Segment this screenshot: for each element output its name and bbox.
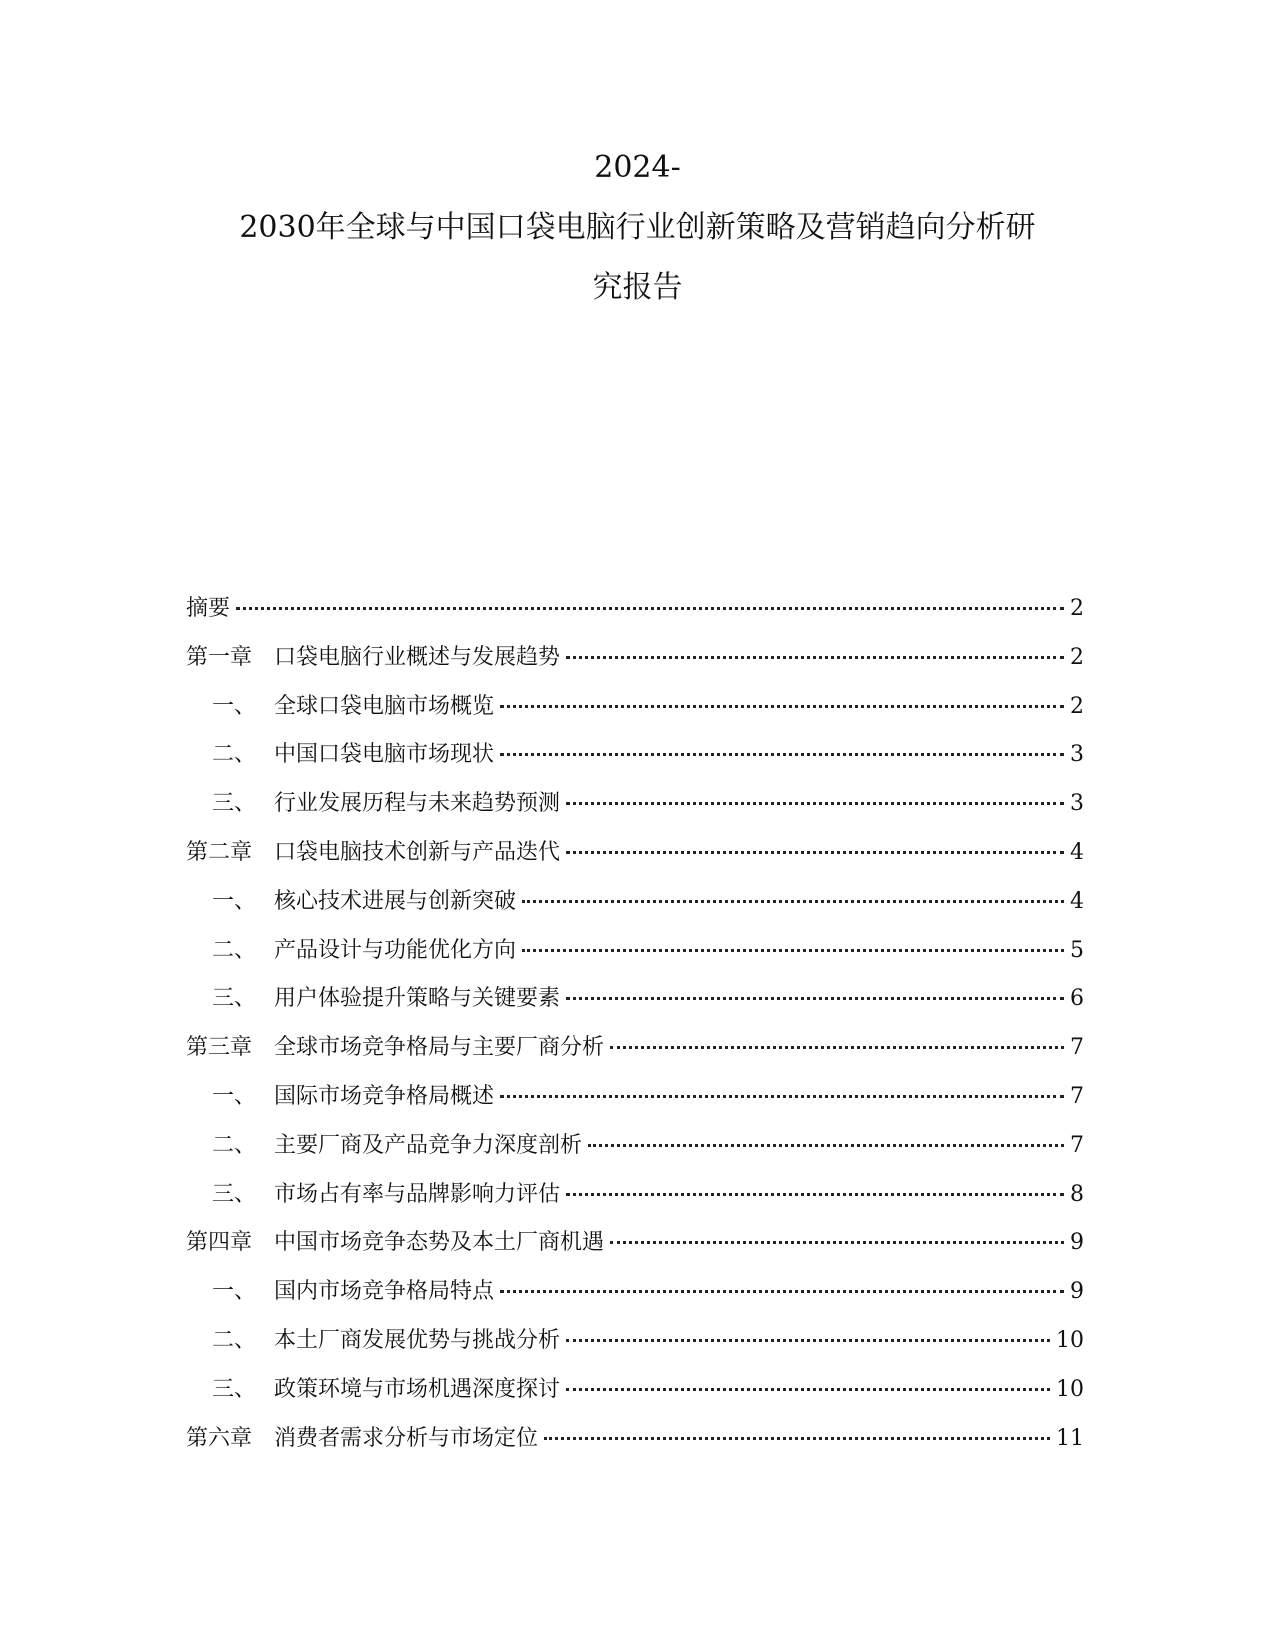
toc-entry[interactable]: [186, 644, 1084, 693]
toc-entry-title: 全球口袋电脑市场概览: [274, 693, 495, 719]
toc-entry-title: 口袋电脑技术创新与产品迭代: [274, 839, 561, 865]
toc-entry-number: 一、: [212, 888, 257, 914]
toc-entry-title: 核心技术进展与创新突破: [274, 888, 517, 914]
toc-entry-title: 产品设计与功能优化方向: [274, 937, 517, 963]
toc-page-number: 3: [1070, 791, 1084, 817]
toc-page-number: 11: [1056, 1425, 1084, 1451]
toc-entry[interactable]: [186, 1181, 1084, 1230]
toc-entry-number: 二、: [212, 1327, 257, 1353]
toc-entry-title: 口袋电脑行业概述与发展趋势: [274, 644, 561, 670]
toc-entry-number: 一、: [212, 1083, 257, 1109]
toc-entry-title: 用户体验提升策略与关键要素: [274, 986, 561, 1012]
toc-entry-title: 中国口袋电脑市场现状: [274, 742, 495, 768]
toc-dot-leader: [500, 1095, 1064, 1098]
toc-dot-leader: [566, 1388, 1050, 1391]
toc-entry-title: 行业发展历程与未来趋势预测: [274, 791, 561, 817]
toc-entry-number: 第六章: [186, 1425, 253, 1451]
toc-entry-title: 国内市场竞争格局特点: [274, 1279, 495, 1305]
toc-entry-title: 全球市场竞争格局与主要厂商分析: [274, 1035, 605, 1061]
toc-dot-leader: [500, 1290, 1064, 1293]
toc-entry-title: 中国市场竞争态势及本土厂商机遇: [274, 1230, 605, 1256]
toc-dot-leader: [566, 1193, 1064, 1196]
toc-page-number: 4: [1070, 888, 1084, 914]
toc-page-number: 5: [1070, 937, 1084, 963]
toc-page-number: 2: [1070, 693, 1084, 719]
toc-dot-leader: [236, 607, 1064, 610]
title-line-2: 2030年全球与中国口袋电脑行业创新策略及营销趋向分析研: [239, 210, 1036, 245]
toc-page-number: 7: [1070, 1083, 1084, 1109]
title-line-1: 2024-: [594, 150, 681, 185]
toc-entry-number: 第一章: [186, 644, 253, 670]
toc-entry[interactable]: [186, 839, 1084, 888]
toc-entry-number: 三、: [212, 1181, 257, 1207]
toc-entry-number: 二、: [212, 742, 257, 768]
toc-page-number: 9: [1070, 1230, 1084, 1256]
toc-entry-title: 国际市场竞争格局概述: [274, 1083, 495, 1109]
toc-entry[interactable]: [186, 595, 1084, 644]
toc-entry[interactable]: [186, 1083, 1084, 1132]
toc-entry[interactable]: [186, 741, 1084, 790]
toc-entry-number: 第四章: [186, 1230, 253, 1256]
title-line-3: 究报告: [592, 270, 683, 305]
toc-page-number: 9: [1070, 1279, 1084, 1305]
toc-entry-number: 一、: [212, 1279, 257, 1305]
toc-dot-leader: [566, 656, 1064, 659]
toc-entry-title: 主要厂商及产品竞争力深度剖析: [274, 1132, 583, 1158]
toc-entry[interactable]: [186, 1229, 1084, 1278]
toc-entry[interactable]: [186, 1327, 1084, 1376]
toc-page-number: 7: [1070, 1035, 1084, 1061]
toc-entry-number: 第三章: [186, 1035, 253, 1061]
toc-entry-title: 摘要: [186, 596, 231, 621]
toc-dot-leader: [566, 851, 1064, 854]
toc-entry-number: 二、: [212, 1132, 257, 1158]
table-of-contents: [186, 595, 1084, 1473]
toc-entry[interactable]: [186, 985, 1084, 1034]
toc-entry[interactable]: [186, 937, 1084, 986]
toc-entry[interactable]: [186, 1425, 1084, 1474]
report-title: [150, 138, 1125, 318]
toc-page-number: 8: [1070, 1181, 1084, 1207]
toc-entry[interactable]: [186, 790, 1084, 839]
toc-page-number: 6: [1070, 986, 1084, 1012]
toc-dot-leader: [522, 949, 1064, 952]
toc-entry[interactable]: [186, 693, 1084, 742]
toc-dot-leader: [610, 1046, 1064, 1049]
toc-dot-leader: [566, 802, 1064, 805]
toc-entry[interactable]: [186, 1376, 1084, 1425]
toc-page-number: 7: [1070, 1132, 1084, 1158]
toc-page-number: 10: [1056, 1376, 1084, 1402]
toc-entry-number: 三、: [212, 1376, 257, 1402]
toc-entry-title: 本土厂商发展优势与挑战分析: [274, 1327, 561, 1353]
toc-entry-title: 市场占有率与品牌影响力评估: [274, 1181, 561, 1207]
toc-entry-title: 政策环境与市场机遇深度探讨: [274, 1376, 561, 1402]
toc-page-number: 2: [1070, 596, 1084, 621]
toc-dot-leader: [588, 1144, 1064, 1147]
toc-entry-number: 二、: [212, 937, 257, 963]
toc-dot-leader: [500, 705, 1064, 708]
toc-dot-leader: [610, 1241, 1064, 1244]
toc-page-number: 10: [1056, 1327, 1084, 1353]
toc-entry[interactable]: [186, 1034, 1084, 1083]
toc-dot-leader: [566, 1339, 1050, 1342]
toc-dot-leader: [544, 1437, 1050, 1440]
toc-entry[interactable]: [186, 1132, 1084, 1181]
toc-entry-title: 消费者需求分析与市场定位: [274, 1425, 539, 1451]
toc-entry[interactable]: [186, 888, 1084, 937]
toc-dot-leader: [500, 753, 1064, 756]
toc-dot-leader: [566, 997, 1064, 1000]
toc-dot-leader: [522, 900, 1064, 903]
toc-entry-number: 三、: [212, 791, 257, 817]
toc-entry-number: 第二章: [186, 839, 253, 865]
toc-entry-number: 三、: [212, 986, 257, 1012]
toc-page-number: 2: [1070, 644, 1084, 670]
toc-entry-number: 一、: [212, 693, 257, 719]
toc-page-number: 3: [1070, 742, 1084, 768]
toc-entry[interactable]: [186, 1278, 1084, 1327]
toc-page-number: 4: [1070, 839, 1084, 865]
